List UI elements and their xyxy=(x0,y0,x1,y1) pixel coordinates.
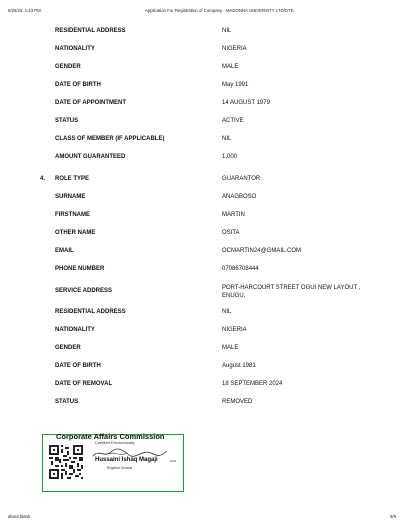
table-row xyxy=(0,327,408,339)
table-row xyxy=(0,363,408,375)
field-value: August 1981 xyxy=(222,363,256,369)
field-value: MALE xyxy=(222,64,239,70)
field-label: GENDER xyxy=(55,345,81,351)
field-label: AMOUNT GUARANTEED xyxy=(55,154,126,160)
field-value: NIGERIA xyxy=(222,46,247,52)
field-label: SERVICE ADDRESS xyxy=(55,288,113,294)
field-value: PORT-HARCOURT STREET OGUI NEW LAYOUT , ENUGU, xyxy=(222,285,361,299)
table-row xyxy=(0,100,408,112)
field-label: SURNAME xyxy=(55,194,86,200)
field-value: NIGERIA xyxy=(222,327,247,333)
item-number: 4. xyxy=(40,176,46,182)
table-row xyxy=(0,176,408,188)
table-row xyxy=(0,46,408,58)
field-value: MALE xyxy=(222,345,239,351)
field-value: REMOVED xyxy=(222,399,253,405)
certification-stamp xyxy=(42,434,184,492)
document-title: Application For Registration of Company - MADONNA UNIVERSITY LTD/GTE xyxy=(145,8,294,13)
field-value: NIL xyxy=(222,309,232,315)
stamp-subtitle: Certified Electronically xyxy=(95,440,135,445)
table-row xyxy=(0,136,408,148)
field-label: STATUS xyxy=(55,118,79,124)
field-label: RESIDENTIAL ADDRESS xyxy=(55,309,126,315)
table-row xyxy=(0,28,408,40)
field-label: CLASS OF MEMBER (IF APPLICABLE) xyxy=(55,136,165,142)
table-row xyxy=(0,345,408,357)
field-value: MARTIN xyxy=(222,212,245,218)
signatory-office: Registrar General xyxy=(107,466,133,470)
field-value: 18 SEPTEMBER 2024 xyxy=(222,381,283,387)
field-label: STATUS xyxy=(55,399,79,405)
signatory-name: Hussaini Ishaq Magaji xyxy=(95,457,158,463)
stamp-title: Corporate Affairs Commission xyxy=(56,432,165,441)
table-row xyxy=(0,118,408,130)
table-row xyxy=(0,194,408,206)
field-value: NIL xyxy=(222,28,232,34)
field-value: May 1991 xyxy=(222,82,249,88)
table-row xyxy=(0,154,408,166)
field-label: NATIONALITY xyxy=(55,46,95,52)
field-label: DATE OF APPOINTMENT xyxy=(55,100,126,106)
field-label: FIRSTNAME xyxy=(55,212,90,218)
field-value: ACTIVE xyxy=(222,118,244,124)
field-label: DATE OF BIRTH xyxy=(55,363,101,369)
table-row xyxy=(0,266,408,278)
field-label: DATE OF REMOVAL xyxy=(55,381,113,387)
field-value: 1,000 xyxy=(222,154,238,160)
field-value: ANAGBOSO xyxy=(222,194,257,200)
field-label: NATIONALITY xyxy=(55,327,95,333)
table-row xyxy=(0,381,408,393)
field-value: GUARANTOR xyxy=(222,176,261,182)
field-label: GENDER xyxy=(55,64,81,70)
table-row xyxy=(0,309,408,321)
field-value: OSITA xyxy=(222,230,240,236)
page-url: about:blank xyxy=(8,514,31,519)
field-label: OTHER NAME xyxy=(55,230,96,236)
field-value: NIL xyxy=(222,136,232,142)
field-label: DATE OF BIRTH xyxy=(55,82,101,88)
table-row xyxy=(0,230,408,242)
qr-code-icon xyxy=(49,445,83,479)
field-value: 07086708444 xyxy=(222,266,259,272)
table-row xyxy=(0,212,408,224)
table-row xyxy=(0,64,408,76)
field-value: OCMARTIN24@GMAIL.COM xyxy=(222,248,301,254)
table-row xyxy=(0,399,408,411)
field-label: RESIDENTIAL ADDRESS xyxy=(55,28,126,34)
table-row xyxy=(0,248,408,260)
table-row xyxy=(0,284,408,302)
field-value: 14 AUGUST 1979 xyxy=(222,100,270,106)
print-datetime: 6/25/25, 1:43 PM xyxy=(8,8,41,13)
signatory-title: SAN xyxy=(170,459,177,463)
field-label: PHONE NUMBER xyxy=(55,266,105,272)
field-label: EMAIL xyxy=(55,248,74,254)
page-number: 9/9 xyxy=(390,514,396,519)
field-label: ROLE TYPE xyxy=(55,176,90,182)
table-row xyxy=(0,82,408,94)
